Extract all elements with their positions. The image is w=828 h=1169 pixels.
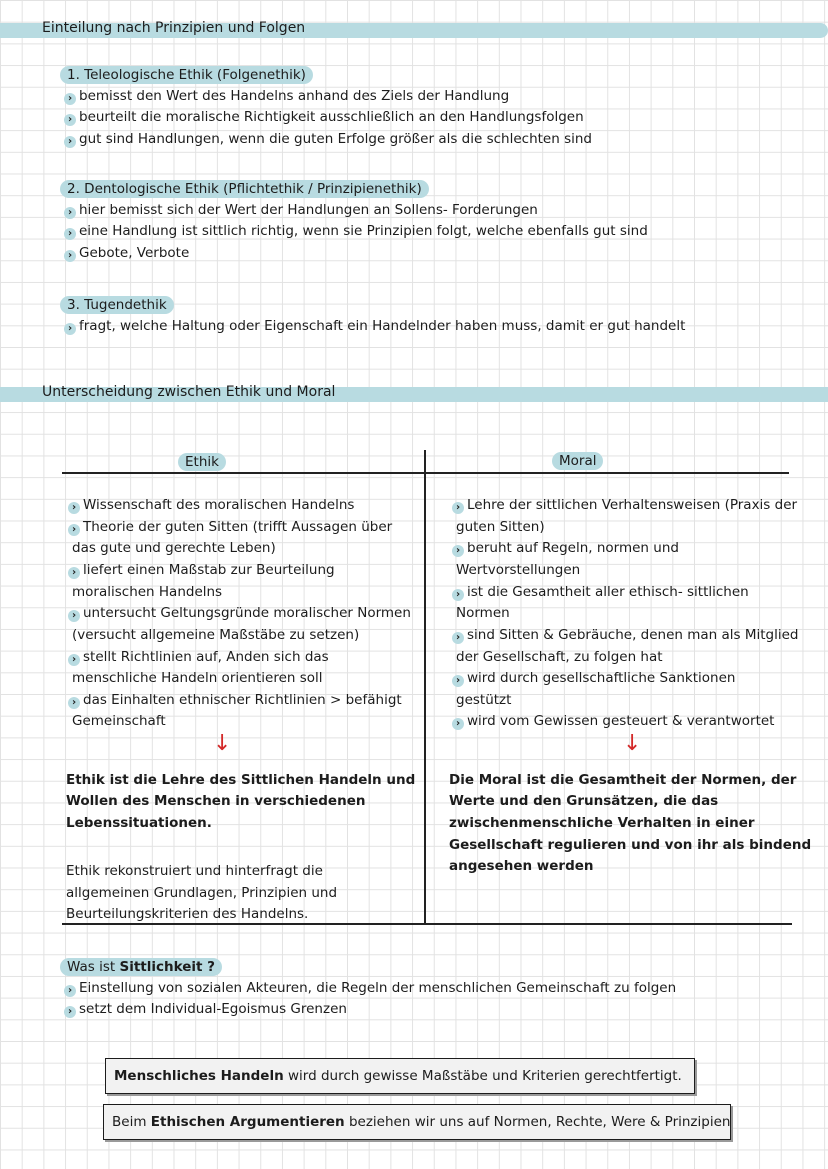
ethik-note: Beurteilungskriterien des Handelns.	[66, 906, 309, 922]
ethik-item: › Theorie der guten Sitten (trifft Aussagen über	[68, 517, 392, 539]
chevron-right-icon: ›	[452, 632, 464, 644]
moral-label: Moral	[552, 452, 603, 470]
sittlichkeit-heading: Was ist Sittlichkeit ?	[60, 958, 222, 976]
moral-item: › ist die Gesamtheit aller ethisch- sittlichen	[452, 582, 749, 604]
moral-summary: angesehen werden	[449, 858, 594, 874]
list-item: › eine Handlung ist sittlich richtig, wenn sie Prinzipien folgt, welche ebenfalls gut sind	[64, 221, 648, 243]
table-top-rule	[62, 472, 789, 474]
chevron-right-icon: ›	[64, 93, 76, 105]
ethik-note: allgemeinen Grundlagen, Prinzipien und	[66, 885, 338, 901]
chevron-right-icon: ›	[452, 545, 464, 557]
section-title: Einteilung nach Prinzipien und Folgen	[42, 20, 306, 36]
moral-summary: Die Moral ist die Gesamtheit der Normen, der	[449, 772, 797, 788]
chevron-right-icon: ›	[64, 985, 76, 997]
chevron-right-icon: ›	[64, 136, 76, 148]
list-item: › beurteilt die moralische Richtigkeit ausschließlich an den Handlungsfolgen	[64, 107, 584, 129]
chevron-right-icon: ›	[452, 675, 464, 687]
chevron-right-icon: ›	[64, 250, 76, 262]
ethik-item-cont: (versucht allgemeine Maßstäbe zu setzen)	[72, 627, 360, 643]
moral-item: › wird vom Gewissen gesteuert & verantwortet	[452, 711, 774, 733]
list-item: › gut sind Handlungen, wenn die guten Erfolge größer als die schlechten sind	[64, 129, 592, 151]
moral-summary: Werte und den Grunsätzen, die das	[449, 793, 719, 809]
ethik-item-cont: Gemeinschaft	[72, 713, 166, 729]
chevron-right-icon: ›	[68, 502, 80, 514]
teleo-heading: 1. Teleologische Ethik (Folgenethik)	[60, 66, 313, 84]
moral-item: › beruht auf Regeln, normen und	[452, 538, 679, 560]
ethik-item: › liefert einen Maßstab zur Beurteilung	[68, 560, 335, 582]
chevron-right-icon: ›	[68, 567, 80, 579]
moral-item: › sind Sitten & Gebräuche, denen man als Mitglied	[452, 625, 799, 647]
ethik-item: › stellt Richtlinien auf, Anden sich das	[68, 647, 329, 669]
list-item: › Einstellung von sozialen Akteuren, die Regeln der menschlichen Gemeinschaft zu folgen	[64, 978, 676, 1000]
moral-summary: zwischenmenschliche Verhalten in einer	[449, 815, 755, 831]
ethik-label: Ethik	[178, 453, 226, 471]
chevron-right-icon: ›	[452, 589, 464, 601]
ethik-item-cont: das gute und gerechte Leben)	[72, 540, 276, 556]
table-divider	[424, 450, 426, 924]
ethik-item-cont: menschliche Handeln orientieren soll	[72, 670, 323, 686]
list-item: › bemisst den Wert des Handelns anhand des Ziels der Handlung	[64, 86, 509, 108]
chevron-right-icon: ›	[452, 718, 464, 730]
chevron-right-icon: ›	[64, 228, 76, 240]
arrow-down-icon: ↓	[623, 731, 642, 756]
chevron-right-icon: ›	[68, 697, 80, 709]
chevron-right-icon: ›	[68, 654, 80, 666]
statement-box: Beim Ethischen Argumentieren beziehen wir uns auf Normen, Rechte, Were & Prinzipien	[103, 1104, 731, 1140]
ethik-summary: Ethik ist die Lehre des Sittlichen Handeln und	[66, 772, 416, 788]
list-item: › fragt, welche Haltung oder Eigenschaft ein Handelnder haben muss, damit er gut handelt	[64, 316, 685, 338]
moral-item-cont: Wertvorstellungen	[456, 562, 581, 578]
list-item: › setzt dem Individual-Egoismus Grenzen	[64, 999, 347, 1021]
chevron-right-icon: ›	[64, 1006, 76, 1018]
moral-item: › wird durch gesellschaftliche Sanktionen	[452, 668, 735, 690]
deonto-heading: 2. Dentologische Ethik (Pflichtethik / Prinzipienethik)	[60, 180, 429, 198]
ethik-item: › das Einhalten ethnischer Richtlinien > befähigt	[68, 690, 402, 712]
chevron-right-icon: ›	[68, 524, 80, 536]
ethik-note: Ethik rekonstruiert und hinterfragt die	[66, 863, 323, 879]
arrow-down-icon: ↓	[213, 731, 232, 756]
chevron-right-icon: ›	[64, 207, 76, 219]
chevron-right-icon: ›	[452, 502, 464, 514]
moral-item-cont: guten Sitten)	[456, 519, 545, 535]
ethik-item-cont: moralischen Handelns	[72, 584, 223, 600]
ethik-item: › untersucht Geltungsgründe moralischer Normen	[68, 603, 411, 625]
chevron-right-icon: ›	[64, 323, 76, 335]
moral-item-cont: gestützt	[456, 692, 512, 708]
ethik-summary: Lebenssituationen.	[66, 815, 212, 831]
tugend-heading: 3. Tugendethik	[60, 296, 174, 314]
chevron-right-icon: ›	[64, 114, 76, 126]
chevron-right-icon: ›	[68, 610, 80, 622]
section-title: Unterscheidung zwischen Ethik und Moral	[42, 384, 336, 400]
ethik-summary: Wollen des Menschen in verschiedenen	[66, 793, 366, 809]
statement-box: Menschliches Handeln wird durch gewisse Maßstäbe und Kriterien gerechtfertigt.	[105, 1058, 695, 1094]
list-item: › Gebote, Verbote	[64, 243, 189, 265]
list-item: › hier bemisst sich der Wert der Handlungen an Sollens- Forderungen	[64, 200, 538, 222]
moral-item-cont: Normen	[456, 605, 510, 621]
ethik-item: › Wissenschaft des moralischen Handelns	[68, 495, 354, 517]
moral-summary: Gesellschaft regulieren und von ihr als bindend	[449, 837, 812, 853]
moral-item-cont: der Gesellschaft, zu folgen hat	[456, 649, 663, 665]
moral-item: › Lehre der sittlichen Verhaltensweisen (Praxis der	[452, 495, 797, 517]
